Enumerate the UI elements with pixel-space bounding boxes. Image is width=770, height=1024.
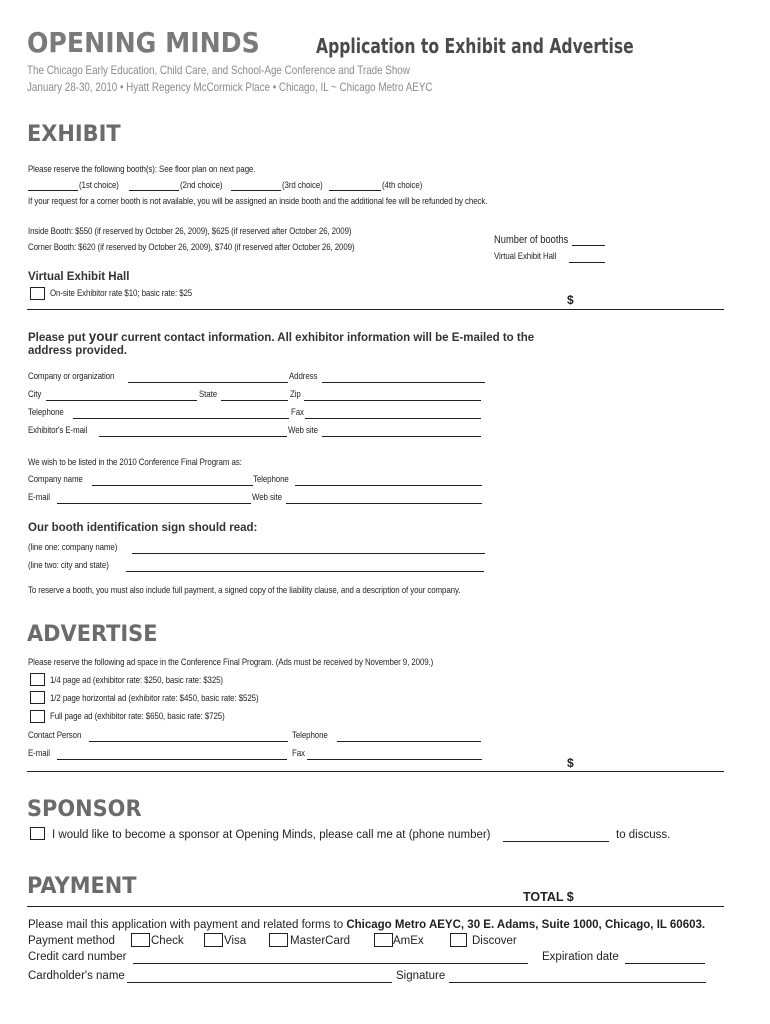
sign-line-one-label: (line one: company name)	[28, 542, 118, 552]
ad-telephone-field[interactable]	[337, 741, 481, 742]
company-field[interactable]	[128, 382, 288, 383]
full-page-ad-checkbox[interactable]	[30, 710, 45, 723]
full-page-ad-label: Full page ad (exhibitor rate: $650, basic rate: $725)	[50, 711, 225, 721]
fax-field[interactable]	[305, 418, 481, 419]
sponsor-text: I would like to become a sponsor at Opening Minds, please call me at (phone number)	[52, 829, 491, 841]
payment-method-label: Payment method	[28, 935, 115, 947]
ad-fax-label: Fax	[292, 748, 305, 758]
booth-choice-4-field[interactable]	[329, 190, 381, 191]
amex-checkbox[interactable]	[374, 933, 393, 947]
city-field[interactable]	[46, 400, 197, 401]
advertise-dollar-sign: $	[567, 756, 574, 770]
page-title: OPENING MINDS	[27, 26, 260, 59]
contact-intro-line-2: address provided.	[28, 345, 128, 357]
signature-label: Signature	[396, 970, 446, 982]
booth-choice-3-label: (3rd choice)	[282, 180, 323, 190]
page-subtitle: Application to Exhibit and Advertise	[316, 34, 634, 58]
state-label: State	[199, 389, 218, 399]
fax-label: Fax	[291, 407, 304, 417]
advertise-intro: Please reserve the following ad space in the Conference Final Program. (Ads must be received by November 9, 2009.)	[28, 657, 434, 667]
mail-instructions	[28, 919, 705, 931]
number-of-booths-field[interactable]	[572, 245, 605, 246]
mail-address: Chicago Metro AEYC, 30 E. Adams, Suite 1000, Chicago, IL 60603.	[346, 919, 706, 931]
state-field[interactable]	[221, 400, 288, 401]
website-field[interactable]	[322, 436, 481, 437]
exhibitor-email-label: Exhibitor's E-mail	[28, 425, 88, 435]
total-label: TOTAL $	[523, 890, 574, 904]
card-number-label: Credit card number	[28, 951, 127, 963]
number-of-booths-label: Number of booths	[494, 234, 569, 246]
conference-details: January 28-30, 2010 • Hyatt Regency McCormick Place • Chicago, IL ~ Chicago Metro AEYC	[27, 80, 433, 94]
sign-heading: Our booth identification sign should read:	[28, 522, 258, 534]
inside-booth-price: Inside Booth: $550 (if reserved by October 26, 2009), $625 (if reserved after October 26, 2009)	[28, 226, 352, 236]
exhibit-divider	[27, 309, 724, 310]
expiration-field[interactable]	[625, 963, 705, 964]
address-label: Address	[289, 371, 318, 381]
contact-intro-part-b: current contact information. All exhibitor information will be E-mailed to the	[117, 332, 535, 344]
signature-field[interactable]	[449, 982, 706, 983]
sponsor-to-discuss: to discuss.	[616, 829, 671, 841]
sign-line-two-label: (line two: city and state)	[28, 560, 109, 570]
sign-line-one-field[interactable]	[132, 553, 485, 554]
quarter-page-ad-checkbox[interactable]	[30, 673, 45, 686]
booth-choice-2-label: (2nd choice)	[180, 180, 223, 190]
discover-checkbox[interactable]	[450, 933, 467, 947]
sponsor-checkbox[interactable]	[30, 827, 45, 840]
booth-choice-3-field[interactable]	[231, 190, 281, 191]
conference-name: The Chicago Early Education, Child Care, and School-Age Conference and Trade Show	[27, 63, 410, 77]
virtual-exhibit-hall-heading: Virtual Exhibit Hall	[28, 271, 130, 283]
cardholder-label: Cardholder's name	[28, 970, 125, 982]
booth-choice-4-label: (4th choice)	[382, 180, 423, 190]
booth-choice-1-field[interactable]	[28, 190, 78, 191]
contact-intro	[28, 329, 534, 344]
half-page-ad-label: 1/2 page horizontal ad (exhibitor rate: $450, basic rate: $525)	[50, 693, 259, 703]
check-checkbox[interactable]	[131, 933, 150, 947]
quarter-page-ad-label: 1/4 page ad (exhibitor rate: $250, basic rate: $325)	[50, 675, 223, 685]
discover-label: Discover	[472, 935, 517, 947]
ad-contact-person-field[interactable]	[89, 741, 288, 742]
listing-email-field[interactable]	[57, 503, 251, 504]
check-label: Check	[151, 935, 184, 947]
address-field[interactable]	[322, 382, 485, 383]
exhibitor-email-field[interactable]	[99, 436, 287, 437]
ad-email-label: E-mail	[28, 748, 50, 758]
mastercard-label: MasterCard	[290, 935, 351, 947]
telephone-label: Telephone	[28, 407, 64, 417]
payment-heading: PAYMENT	[27, 874, 137, 899]
listing-telephone-label: Telephone	[253, 474, 289, 484]
payment-divider	[27, 906, 724, 907]
mail-instructions-text: Please mail this application with payment and related forms to	[28, 919, 347, 931]
listing-telephone-field[interactable]	[295, 485, 482, 486]
visa-label: Visa	[224, 935, 247, 947]
listing-intro: We wish to be listed in the 2010 Conference Final Program as:	[28, 457, 242, 467]
sponsor-heading: SPONSOR	[27, 797, 142, 822]
listing-company-field[interactable]	[92, 485, 253, 486]
website-label: Web site	[288, 425, 318, 435]
booth-reserve-text: Please reserve the following booth(s): See floor plan on next page.	[28, 164, 256, 174]
visa-checkbox[interactable]	[204, 933, 223, 947]
mastercard-checkbox[interactable]	[269, 933, 288, 947]
cardholder-field[interactable]	[127, 982, 392, 983]
corner-booth-note: If your request for a corner booth is not available, you will be assigned an inside booth and the additional fee will be refunded by check.	[28, 196, 488, 206]
city-label: City	[28, 389, 42, 399]
corner-booth-price: Corner Booth: $620 (if reserved by October 26, 2009), $740 (if reserved after October 26, 2009)	[28, 242, 355, 252]
exhibit-dollar-sign: $	[567, 293, 574, 307]
reserve-booth-note: To reserve a booth, you must also include full payment, a signed copy of the liability clause, and a description of your company.	[28, 585, 461, 595]
zip-label: Zip	[290, 389, 301, 399]
listing-website-label: Web site	[252, 492, 282, 502]
booth-choice-1-label: (1st choice)	[79, 180, 119, 190]
sponsor-phone-field[interactable]	[503, 841, 609, 842]
virtual-exhibit-hall-count-label: Virtual Exhibit Hall	[494, 251, 557, 261]
listing-email-label: E-mail	[28, 492, 50, 502]
listing-company-label: Company name	[28, 474, 83, 484]
half-page-ad-checkbox[interactable]	[30, 691, 45, 704]
advertise-heading: ADVERTISE	[27, 622, 158, 647]
telephone-field[interactable]	[73, 418, 289, 419]
sign-line-two-field[interactable]	[126, 571, 484, 572]
advertise-divider	[27, 771, 724, 772]
virtual-exhibit-checkbox[interactable]	[30, 287, 45, 300]
exhibit-heading: EXHIBIT	[27, 122, 121, 147]
company-label: Company or organization	[28, 371, 115, 381]
ad-email-field[interactable]	[57, 759, 287, 760]
booth-choice-2-field[interactable]	[129, 190, 179, 191]
ad-telephone-label: Telephone	[292, 730, 328, 740]
ad-contact-person-label: Contact Person	[28, 730, 82, 740]
contact-intro-your: your	[88, 329, 118, 344]
zip-field[interactable]	[304, 400, 481, 401]
amex-label: AmEx	[393, 935, 424, 947]
listing-website-field[interactable]	[286, 503, 482, 504]
ad-fax-field[interactable]	[307, 759, 482, 760]
expiration-label: Expiration date	[542, 951, 619, 963]
virtual-exhibit-rate: On-site Exhibitor rate $10; basic rate: $25	[50, 288, 193, 298]
virtual-exhibit-hall-count-field[interactable]	[569, 262, 605, 263]
contact-intro-part-a: Please put	[28, 332, 89, 344]
card-number-field[interactable]	[133, 963, 528, 964]
